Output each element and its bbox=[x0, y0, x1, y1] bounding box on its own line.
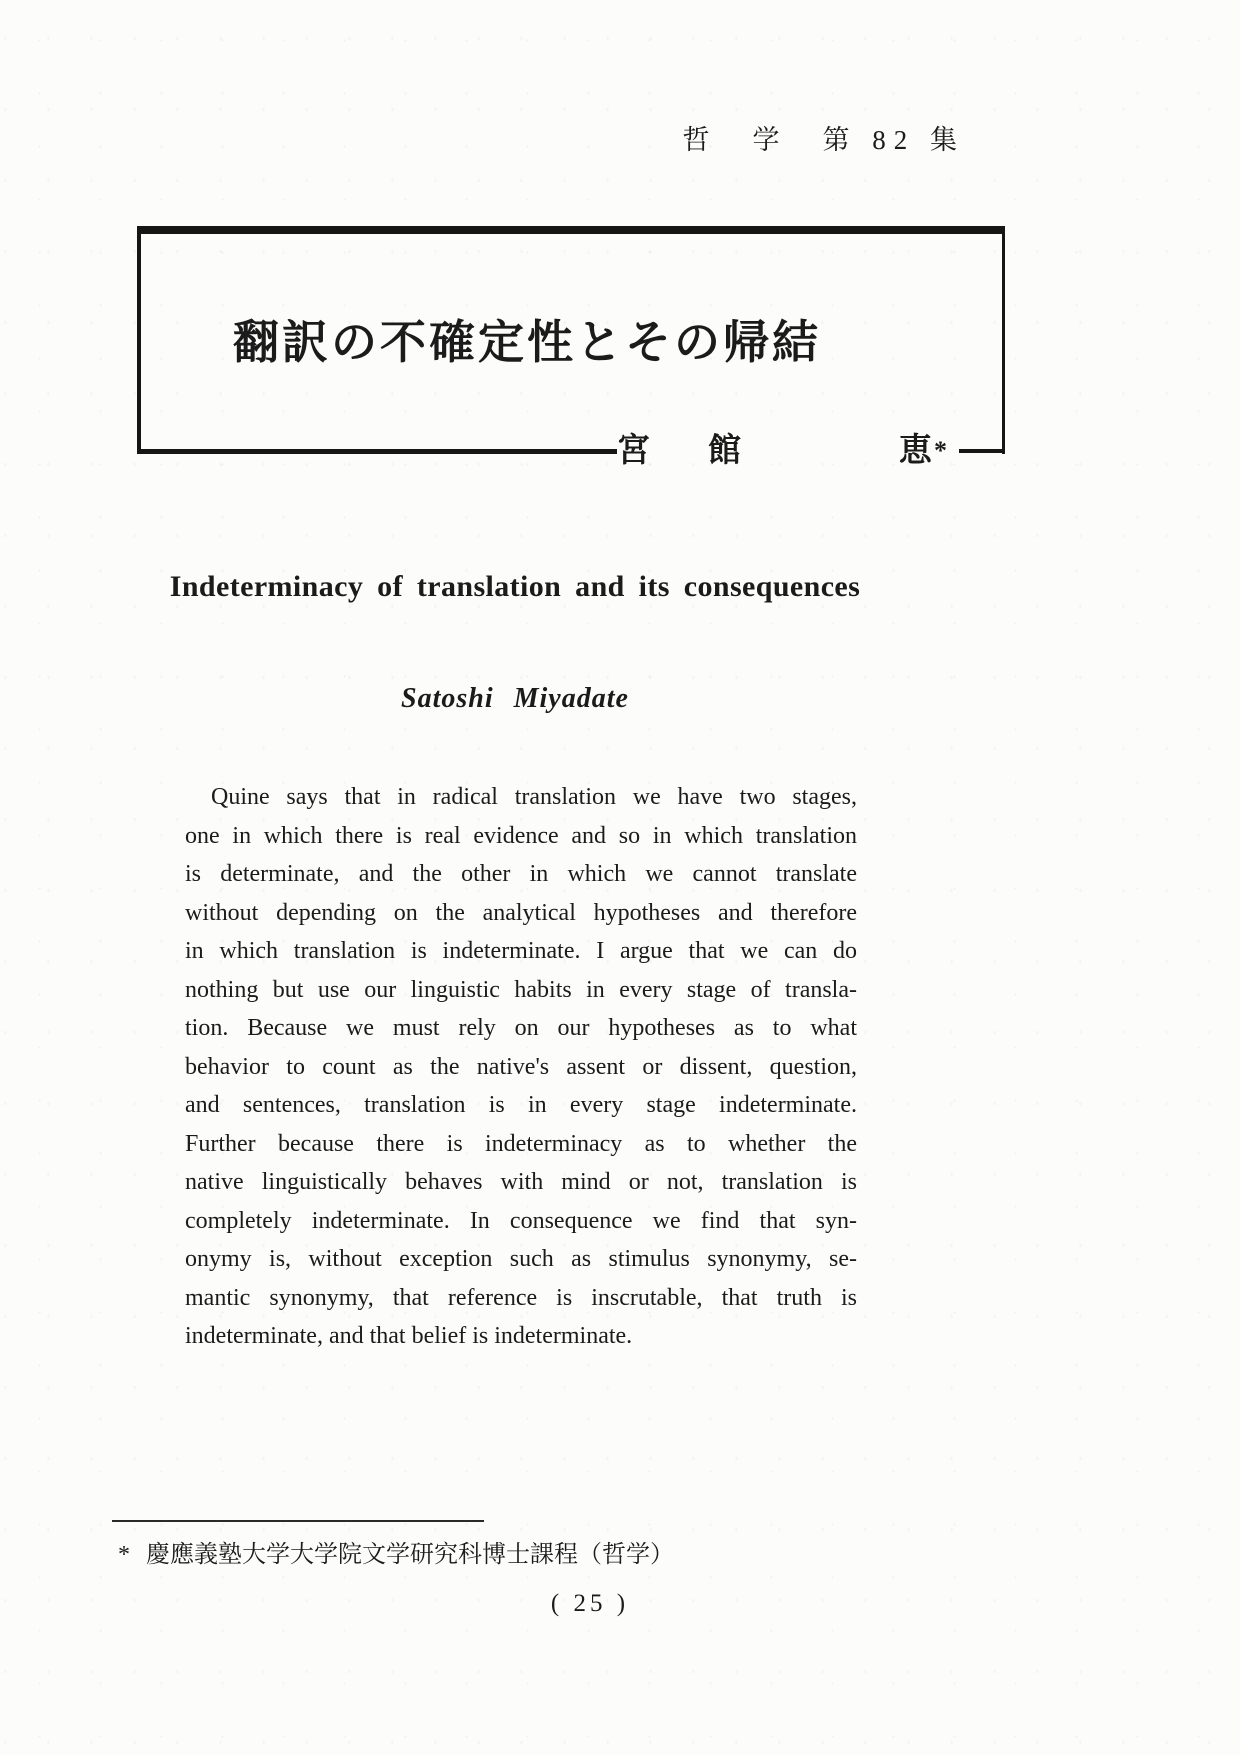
abstract-line: native linguistically behaves with mind or not, translation is bbox=[185, 1169, 857, 1195]
abstract-line: behavior to count as the native's assent or dissent, question, bbox=[185, 1053, 857, 1080]
author-ja-family-char-2: 館 bbox=[708, 432, 741, 469]
english-title: Indeterminacy of translation and its consequences bbox=[169, 570, 861, 603]
page-number: ( 25 ) bbox=[550, 1590, 630, 1617]
abstract-line: without depending on the analytical hypotheses and therefore bbox=[185, 899, 857, 926]
english-author: Satoshi Miyadate bbox=[401, 683, 629, 714]
abstract-line: and sentences, translation is in every stage indeterminate. bbox=[185, 1092, 857, 1118]
abstract-line: nothing but use our linguistic habits in every stage of transla- bbox=[185, 976, 857, 1003]
author-rule-left bbox=[137, 449, 617, 454]
japanese-author-row bbox=[137, 431, 1005, 471]
footnote-text: 慶應義塾大学大学院文学研究科博士課程（哲学） bbox=[146, 1542, 674, 1568]
author-ja-family-char-1: 宮 bbox=[617, 432, 650, 469]
journal-volume-header: 哲 学 第 82 集 bbox=[682, 125, 965, 155]
title-box bbox=[137, 226, 1005, 469]
abstract-line: tion. Because we must rely on our hypotheses as to what bbox=[185, 1015, 857, 1041]
abstract-line: mantic synonymy, that reference is inscrutable, that truth is bbox=[185, 1284, 857, 1311]
author-ja-given-char: 恵 bbox=[899, 432, 932, 469]
japanese-title: 翻訳の不確定性とその帰結 bbox=[233, 317, 821, 368]
abstract-line: is determinate, and the other in which we cannot translate bbox=[185, 861, 857, 887]
abstract bbox=[185, 778, 857, 1356]
abstract-line: onymy is, without exception such as stimulus synonymy, se- bbox=[185, 1246, 857, 1272]
abstract-line: completely indeterminate. In consequence we find that syn- bbox=[185, 1207, 857, 1234]
footnote-marker: * bbox=[118, 1542, 130, 1568]
author-rule-right bbox=[959, 449, 1005, 453]
author-footnote-marker: * bbox=[934, 436, 947, 465]
footnote-rule bbox=[112, 1520, 484, 1522]
abstract-line: Further because there is indeterminacy as to whether the bbox=[185, 1130, 857, 1157]
abstract-line: indeterminate, and that belief is indeterminate. bbox=[185, 1323, 633, 1349]
abstract-line: in which translation is indeterminate. I argue that we can do bbox=[185, 938, 857, 964]
footnote bbox=[118, 1534, 674, 1569]
abstract-line: one in which there is real evidence and so in which translation bbox=[185, 822, 857, 849]
abstract-line: Quine says that in radical translation we have two stages, bbox=[211, 784, 857, 810]
